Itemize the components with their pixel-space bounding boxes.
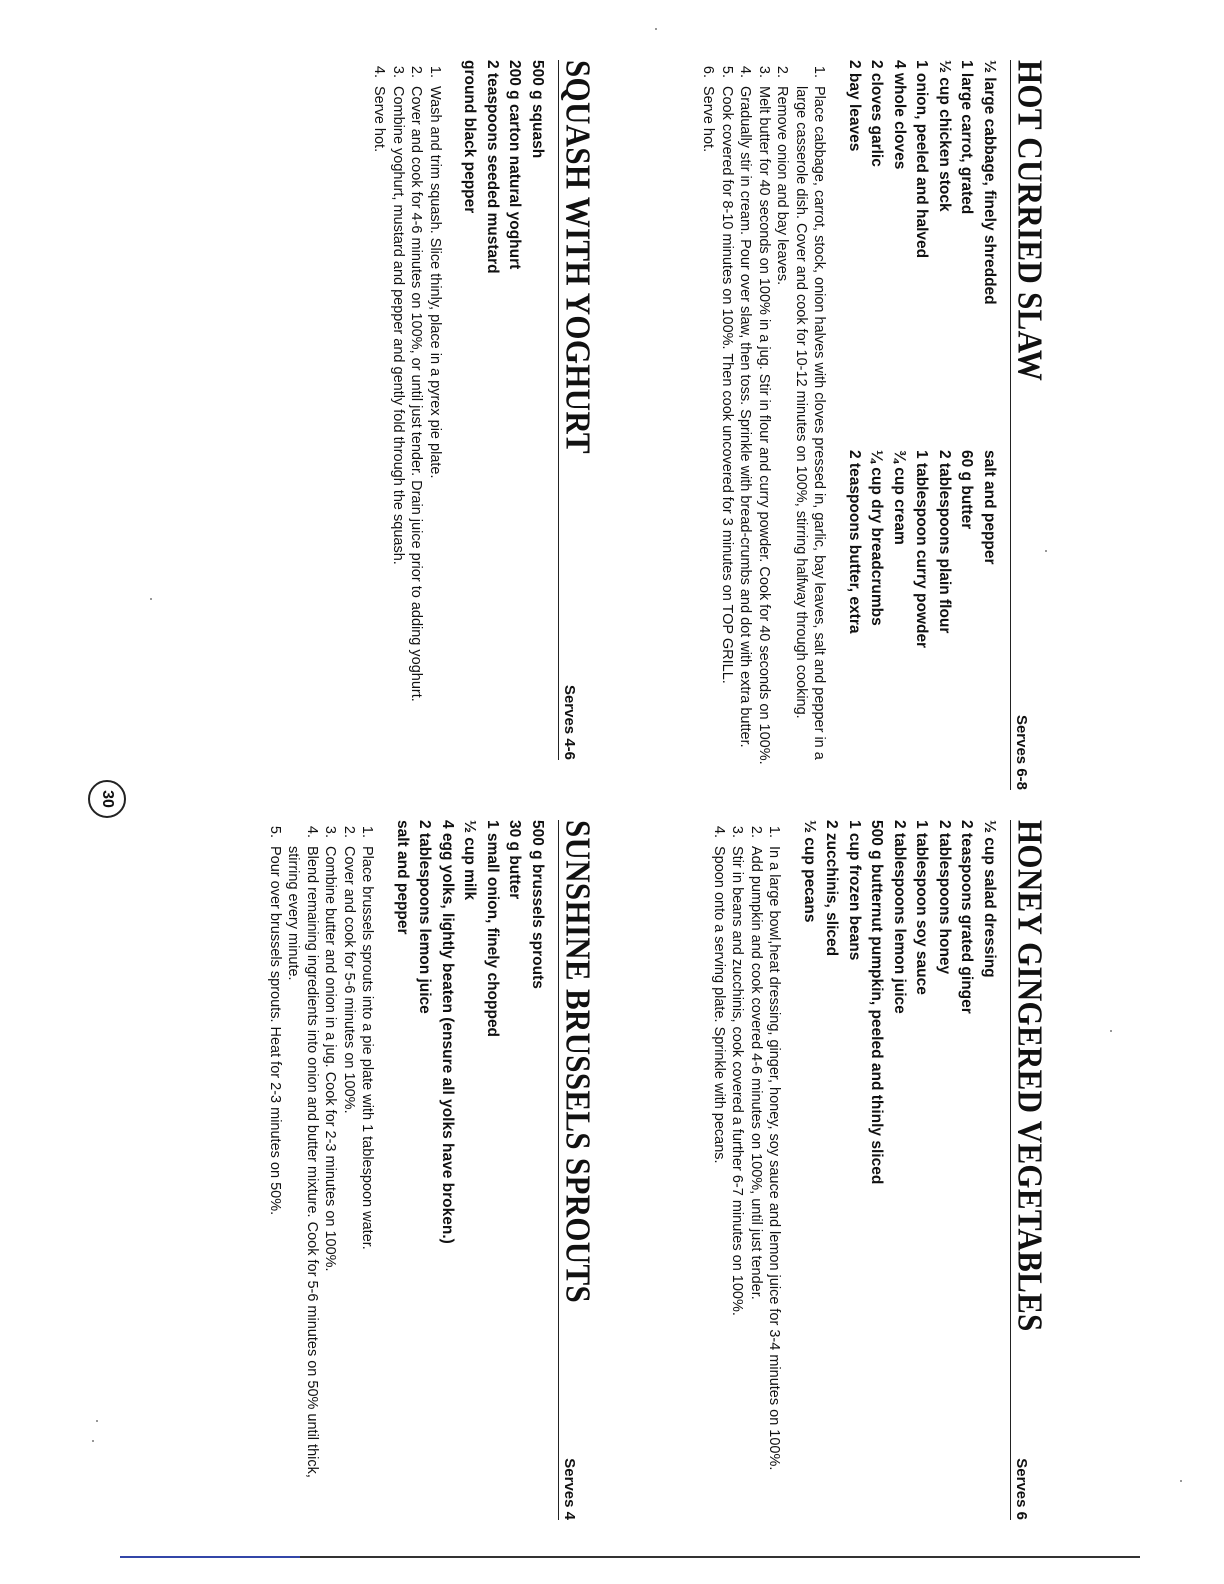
recipe-honey-gingered-vegetables [710,820,1050,1520]
method-step: 2. Cover and cook for 5-6 minutes on 100%. [340,842,359,1520]
recipe-sunshine-brussels-sprouts [266,820,598,1520]
ingredient: 30 g butter [506,820,524,900]
scan-speck [1110,1030,1112,1032]
method-step: 3. Combine butter and onion in a jug. Cook for 2-3 minutes on 100%. [321,842,340,1520]
ingredient: 2 teaspoons butter, extra [846,450,863,634]
method-step: 1. Place cabbage, carrot, stock, onion halves with cloves pressed in, garlic, bay leaves, salt and pepper in a large casserole dish. Cover and cook for 10-12 minutes on 100%, stirring halfway through cooking. [792,82,829,790]
method-step: 2. Cover and cook for 4-6 minutes on 100%, or until just tender. Drain juice prior to adding yoghurt. [407,82,426,760]
method-step: 3. Melt butter for 40 seconds on 100% in a jug. Stir in flour and curry powder. Cook for 40 seconds on 100%. [755,82,774,790]
ingredient: 4 egg yolks, lightly beaten (ensure all yolks have broken.) [439,820,456,1244]
ingredient: ¾ cup cream [891,450,908,545]
ingredients-column-1 [798,820,1001,1184]
method-step: 3. Combine yoghurt, mustard and pepper and gently fold through the squash. [389,82,408,760]
serves-label: Serves 4 [561,1458,579,1520]
ingredient: 1 tablespoon curry powder [913,450,931,649]
ingredient: 1 tablespoon soy sauce [913,820,931,995]
method-step: 4. Serve hot. [370,82,389,760]
scan-speck [1045,550,1047,552]
ingredient: ½ cup milk [461,820,479,901]
method-steps [710,820,784,1520]
ingredient: 2 teaspoons grated ginger [958,820,976,1014]
method-step: 4. Blend remaining ingredients into onion and butter mixture. Cook for 5-6 minutes on 50% until thick, stirring every minute. [284,842,321,1520]
method-step: 5. Pour over brussels sprouts. Heat for 2-3 minutes on 50%. [266,842,285,1520]
ingredient: 1 cup frozen beans [846,820,863,961]
ingredient: 1 onion, peeled and halved [913,60,931,259]
ingredient: 2 tablespoons lemon juice [416,820,434,1014]
method-step: 1. In a large bowl,heat dressing, ginger, honey, soy sauce and lemon juice for 3-4 minutes on 100%. [765,842,784,1520]
ingredient: ¼ cup dry breadcrumbs [868,450,886,626]
ingredients-column-1 [843,60,1001,450]
recipe-title: HOT CURRIED SLAW [1010,60,1050,382]
ingredient: 2 teaspoons seeded mustard [484,60,501,274]
page-number: 30 [88,780,126,818]
ingredient: 2 cloves garlic [868,60,886,167]
method-step: 6. Serve hot. [699,82,718,790]
ingredient: 500 g butternut pumpkin, peeled and thinly sliced [868,820,886,1185]
recipe-header [1010,60,1050,790]
recipe-hot-curried-slaw [699,60,1050,790]
ingredient: ½ large cabbage, finely shredded [981,60,998,305]
method-step: 3. Stir in beans and zucchinis, cook covered a further 6-7 minutes on 100%. [728,842,747,1520]
ingredients [458,60,548,760]
ingredient: ½ cup chicken stock [936,60,953,212]
scan-speck [655,28,657,30]
scan-speck [1180,1480,1182,1482]
ingredients [391,820,549,1520]
method-step: 2. Remove onion and bay leaves. [773,82,792,790]
ingredient: 500 g brussels sprouts [529,820,546,989]
ingredient: ½ cup salad dressing [981,820,998,978]
ingredient: 1 large carrot, grated [958,60,976,215]
recipe-title: HONEY GINGERED VEGETABLES [1010,820,1050,1332]
method-steps [370,60,444,760]
recipe-header [1010,820,1050,1520]
ingredient: ground black pepper [461,60,479,214]
ingredient: 4 whole cloves [891,60,908,170]
scan-speck [92,1440,94,1442]
rotated-content [202,60,1062,1520]
ingredient: 60 g butter [958,450,976,530]
ingredient: salt and pepper [394,820,411,935]
ingredient: ½ cup pecans [801,820,818,923]
ingredient: 2 zucchinis, sliced [823,820,841,957]
ingredient: 2 bay leaves [846,60,863,152]
ingredient: 2 tablespoons lemon juice [891,820,908,1014]
ingredients-column-1 [458,60,548,274]
scan-speck [150,598,152,600]
method-step: 1. Place brussels sprouts into a pie plate with 1 tablespoon water. [358,842,377,1520]
ingredients-column-1 [391,820,549,1244]
serves-label: Serves 4-6 [561,684,579,760]
method-step: 4. Gradually stir in cream. Pour over slaw, then toss. Sprinkle with bread-crumbs and dot with extra butter. [736,82,755,790]
ingredient: salt and pepper [981,450,998,565]
recipe-header [558,820,598,1520]
method-step: 4. Spoon onto a serving plate. Sprinkle with pecans. [710,842,729,1520]
ingredient: 2 tablespoons honey [936,820,953,975]
method-steps [266,820,377,1520]
scan-speck [96,1420,98,1422]
serves-label: Serves 6 [1013,1458,1031,1520]
recipe-title: SQUASH WITH YOGHURT [558,60,598,454]
ingredients [843,60,1001,790]
ingredients [798,820,1001,1520]
ingredient: 200 g carton natural yoghurt [506,60,524,270]
ingredient: 500 g squash [529,60,546,159]
recipe-title: SUNSHINE BRUSSELS SPROUTS [558,820,598,1304]
ingredient: 1 small onion, finely chopped [484,820,501,1038]
ingredients-column-2 [843,450,1001,790]
serves-label: Serves 6-8 [1013,714,1031,790]
method-step: 5. Cook covered for 8-10 minutes on 100%. Then cook uncovered for 3 minutes on TOP GRILL. [718,82,737,790]
method-step: 1. Wash and trim squash. Slice thinly, place in a pyrex pie plate. [426,82,445,760]
scan-edge-line-blue [120,1556,300,1558]
recipe-squash-with-yoghurt [370,60,598,760]
method-steps [699,60,829,790]
method-step: 2. Add pumpkin and cook covered 4-6 minutes on 100%, until just tender. [747,842,766,1520]
recipe-header [558,60,598,760]
ingredient: 2 tablespoons plain flour [936,450,953,634]
